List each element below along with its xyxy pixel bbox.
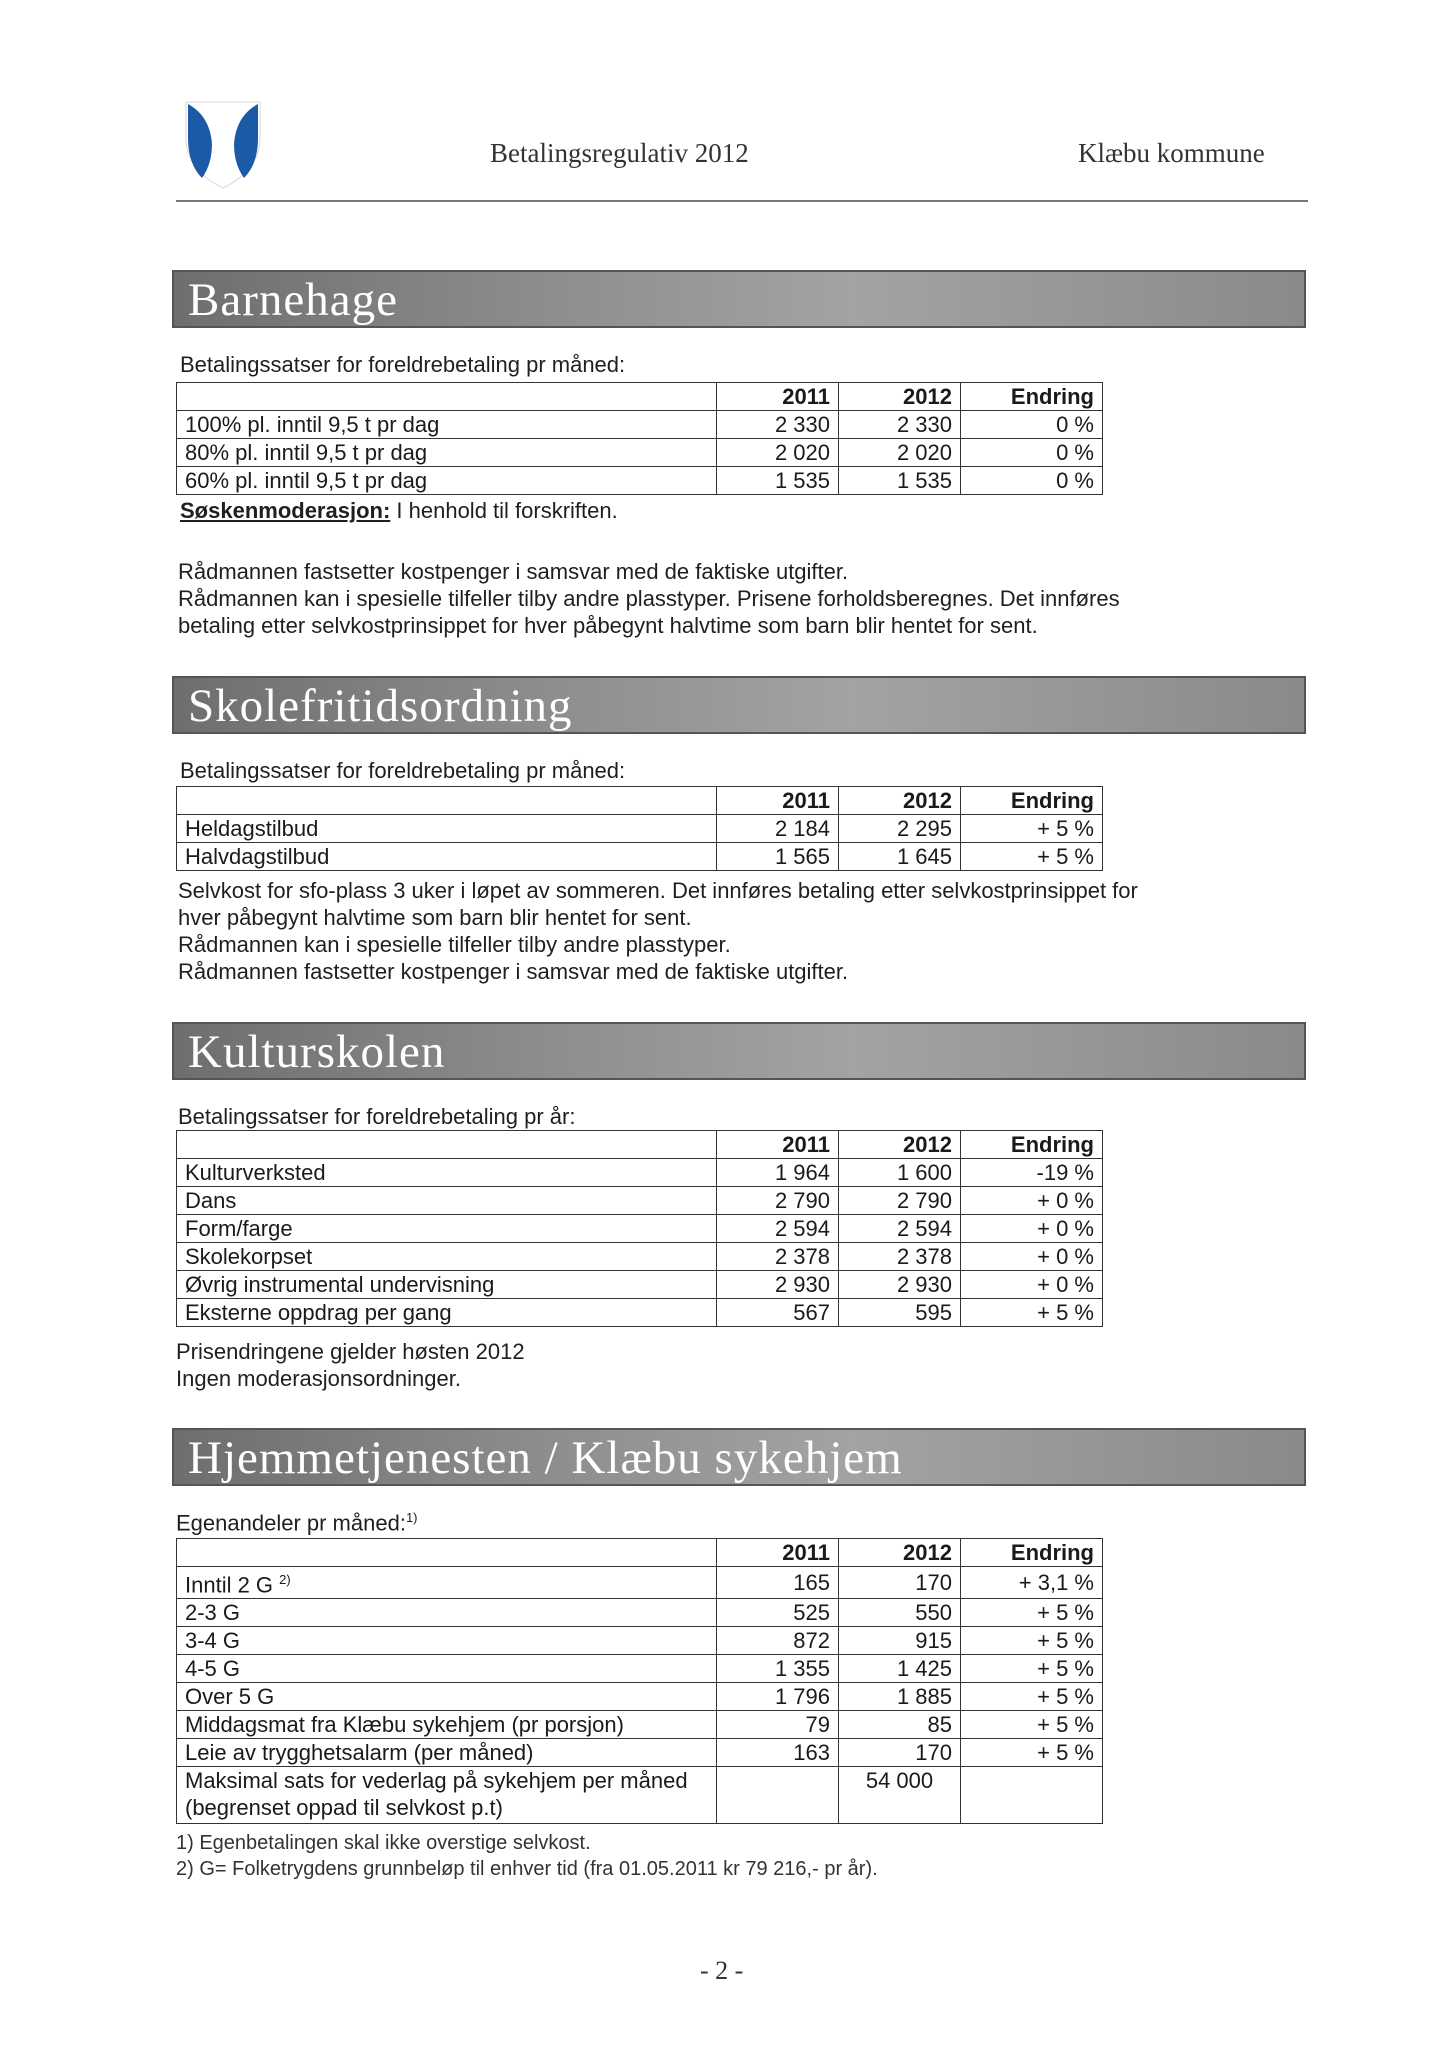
table-row — [177, 843, 1103, 871]
column-header — [177, 383, 717, 411]
row-label: Halvdagstilbud — [177, 843, 717, 871]
section-banner-hjemmetjenesten — [172, 1428, 1306, 1486]
table-header-row — [177, 1131, 1103, 1159]
table-header-row — [177, 1539, 1103, 1567]
footnote-2: 2) G= Folketrygdens grunnbeløp til enhver tid (fra 01.05.2011 kr 79 216,- pr år). — [176, 1858, 878, 1880]
value-2012: 2 594 — [839, 1215, 961, 1243]
value-2011: 1 796 — [717, 1683, 839, 1711]
value-2012: 595 — [839, 1299, 961, 1327]
sfo-fee-table — [176, 786, 1103, 871]
sibling-discount-text: I henhold til forskriften. — [396, 498, 618, 523]
section-banner-kulturskolen — [172, 1022, 1306, 1080]
note-line: Ingen moderasjonsordninger. — [176, 1366, 461, 1391]
value-change: + 0 % — [961, 1271, 1103, 1299]
row-label: Øvrig instrumental undervisning — [177, 1271, 717, 1299]
table-row — [177, 1243, 1103, 1271]
column-header: 2012 — [839, 1539, 961, 1567]
value-change: + 0 % — [961, 1243, 1103, 1271]
row-label: 2-3 G — [177, 1599, 717, 1627]
value-change: + 5 % — [961, 1299, 1103, 1327]
value-2011: 79 — [717, 1711, 839, 1739]
section-banner-sfo — [172, 676, 1306, 734]
value-change: + 0 % — [961, 1215, 1103, 1243]
table-row-max-rate — [177, 1767, 1103, 1824]
section-heading: Hjemmetjenesten / Klæbu sykehjem — [188, 1432, 903, 1484]
value-2012: 550 — [839, 1599, 961, 1627]
value-2011: 2 594 — [717, 1215, 839, 1243]
row-label: 3-4 G — [177, 1627, 717, 1655]
table-header-row — [177, 383, 1103, 411]
footnote-1: 1) Egenbetalingen skal ikke overstige selvkost. — [176, 1832, 591, 1854]
note-line: betaling etter selvkostprinsippet for hver påbegynt halvtime som barn blir hentet for sent. — [178, 613, 1038, 638]
value-change: 0 % — [961, 439, 1103, 467]
sibling-discount-line — [180, 498, 618, 524]
table-header-row — [177, 787, 1103, 815]
table-row — [177, 1215, 1103, 1243]
value-change: + 5 % — [961, 1683, 1103, 1711]
column-header: Endring — [961, 1131, 1103, 1159]
value-2012: 1 885 — [839, 1683, 961, 1711]
barnehage-fee-table — [176, 382, 1103, 495]
footnote-marker: 1) — [405, 1510, 418, 1525]
column-header — [177, 1131, 717, 1159]
table-row — [177, 1627, 1103, 1655]
page-number: - 2 - — [700, 1956, 744, 1985]
note-line: Rådmannen kan i spesielle tilfeller tilby andre plasstyper. — [178, 932, 731, 957]
value-2012: 2 790 — [839, 1187, 961, 1215]
value-change: + 5 % — [961, 1711, 1103, 1739]
row-label: Form/farge — [177, 1215, 717, 1243]
table-row — [177, 1299, 1103, 1327]
note-line: Selvkost for sfo-plass 3 uker i løpet av sommeren. Det innføres betaling etter selvkostprinsippet for — [178, 878, 1138, 903]
table-caption — [176, 1510, 418, 1536]
sibling-discount-label: Søskenmoderasjon: — [180, 498, 391, 523]
note-line: Rådmannen kan i spesielle tilfeller tilby andre plasstyper. Prisene forholdsberegnes. Det innføres — [178, 586, 1120, 611]
value-2011: 2 930 — [717, 1271, 839, 1299]
note-line: Prisendringene gjelder høsten 2012 — [176, 1339, 525, 1364]
value-2011: 567 — [717, 1299, 839, 1327]
table-row — [177, 1711, 1103, 1739]
table-row — [177, 1655, 1103, 1683]
value-change: + 0 % — [961, 1187, 1103, 1215]
column-header: 2011 — [717, 787, 839, 815]
value-2012: 915 — [839, 1627, 961, 1655]
value-2011: 1 535 — [717, 467, 839, 495]
value-2011: 1 565 — [717, 843, 839, 871]
row-label: Heldagstilbud — [177, 815, 717, 843]
value-2011: 2 020 — [717, 439, 839, 467]
kulturskolen-fee-table — [176, 1130, 1103, 1327]
value-2012: 2 330 — [839, 411, 961, 439]
value-change: 0 % — [961, 467, 1103, 495]
value-2012: 2 378 — [839, 1243, 961, 1271]
value-change: + 5 % — [961, 843, 1103, 871]
value-2012: 1 425 — [839, 1655, 961, 1683]
table-row — [177, 1159, 1103, 1187]
value-2012: 2 020 — [839, 439, 961, 467]
value-2012: 2 930 — [839, 1271, 961, 1299]
row-label: 60% pl. inntil 9,5 t pr dag — [177, 467, 717, 495]
table-row — [177, 411, 1103, 439]
note-line: Rådmannen fastsetter kostpenger i samsvar med de faktiske utgifter. — [178, 959, 849, 984]
row-label — [177, 1567, 717, 1599]
footnote-marker: 2) — [279, 1572, 291, 1587]
value-2012: 54 000 — [839, 1767, 961, 1824]
column-header: 2011 — [717, 383, 839, 411]
value-change — [961, 1767, 1103, 1824]
value-2011: 2 184 — [717, 815, 839, 843]
value-change: + 5 % — [961, 1739, 1103, 1767]
sfo-notes — [178, 877, 1138, 985]
table-row — [177, 815, 1103, 843]
value-2011: 2 330 — [717, 411, 839, 439]
value-2012: 1 645 — [839, 843, 961, 871]
value-2012: 1 600 — [839, 1159, 961, 1187]
table-row — [177, 439, 1103, 467]
value-2011: 525 — [717, 1599, 839, 1627]
value-2011: 2 378 — [717, 1243, 839, 1271]
value-2011: 1 964 — [717, 1159, 839, 1187]
barnehage-notes — [178, 558, 1120, 639]
column-header: Endring — [961, 383, 1103, 411]
document-title: Betalingsregulativ 2012 — [490, 138, 749, 168]
column-header — [177, 787, 717, 815]
column-header: 2011 — [717, 1539, 839, 1567]
section-heading: Skolefritidsordning — [188, 680, 573, 732]
table-caption: Betalingssatser for foreldrebetaling pr år: — [178, 1104, 576, 1129]
value-2012: 2 295 — [839, 815, 961, 843]
row-label: Over 5 G — [177, 1683, 717, 1711]
value-change: + 5 % — [961, 1599, 1103, 1627]
row-label: Maksimal sats for vederlag på sykehjem per måned (begrenset oppad til selvkost p.t) — [177, 1767, 717, 1824]
value-change: 0 % — [961, 411, 1103, 439]
column-header: Endring — [961, 787, 1103, 815]
caption-text: Egenandeler pr måned: — [176, 1510, 406, 1536]
table-row — [177, 1599, 1103, 1627]
note-line: hver påbegynt halvtime som barn blir hentet for sent. — [178, 905, 692, 930]
row-label: 4-5 G — [177, 1655, 717, 1683]
table-row — [177, 1739, 1103, 1767]
value-2011 — [717, 1767, 839, 1824]
value-2012: 170 — [839, 1567, 961, 1599]
municipality-crest-logo — [178, 98, 268, 190]
table-row — [177, 1187, 1103, 1215]
section-heading: Kulturskolen — [188, 1026, 446, 1078]
value-change: + 5 % — [961, 815, 1103, 843]
value-2011: 163 — [717, 1739, 839, 1767]
value-2011: 1 355 — [717, 1655, 839, 1683]
row-label: 80% pl. inntil 9,5 t pr dag — [177, 439, 717, 467]
value-2011: 872 — [717, 1627, 839, 1655]
column-header: 2012 — [839, 383, 961, 411]
value-2012: 85 — [839, 1711, 961, 1739]
column-header: Endring — [961, 1539, 1103, 1567]
table-caption: Betalingssatser for foreldrebetaling pr måned: — [180, 758, 626, 783]
value-2012: 1 535 — [839, 467, 961, 495]
section-banner-barnehage — [172, 270, 1306, 328]
kulturskolen-notes — [176, 1338, 525, 1392]
row-label: Leie av trygghetsalarm (per måned) — [177, 1739, 717, 1767]
row-label: Middagsmat fra Klæbu sykehjem (pr porsjon) — [177, 1711, 717, 1739]
value-change: -19 % — [961, 1159, 1103, 1187]
column-header: 2012 — [839, 787, 961, 815]
row-label: Kulturverksted — [177, 1159, 717, 1187]
municipality-name: Klæbu kommune — [1078, 138, 1265, 168]
note-line: Rådmannen fastsetter kostpenger i samsvar med de faktiske utgifter. — [178, 559, 849, 584]
row-label-text: Inntil 2 G — [185, 1572, 274, 1598]
value-2011: 165 — [717, 1567, 839, 1599]
section-heading: Barnehage — [188, 274, 398, 326]
value-change: + 5 % — [961, 1655, 1103, 1683]
table-row — [177, 467, 1103, 495]
column-header: 2011 — [717, 1131, 839, 1159]
table-row — [177, 1683, 1103, 1711]
column-header: 2012 — [839, 1131, 961, 1159]
table-caption: Betalingssatser for foreldrebetaling pr måned: — [180, 352, 626, 377]
table-row — [177, 1271, 1103, 1299]
table-row — [177, 1567, 1103, 1599]
value-2012: 170 — [839, 1739, 961, 1767]
column-header — [177, 1539, 717, 1567]
value-change: + 3,1 % — [961, 1567, 1103, 1599]
row-label: Skolekorpset — [177, 1243, 717, 1271]
value-2011: 2 790 — [717, 1187, 839, 1215]
header-divider — [176, 200, 1308, 202]
hjemmetjenesten-fee-table — [176, 1538, 1103, 1824]
value-change: + 5 % — [961, 1627, 1103, 1655]
row-label: Eksterne oppdrag per gang — [177, 1299, 717, 1327]
row-label: 100% pl. inntil 9,5 t pr dag — [177, 411, 717, 439]
row-label: Dans — [177, 1187, 717, 1215]
